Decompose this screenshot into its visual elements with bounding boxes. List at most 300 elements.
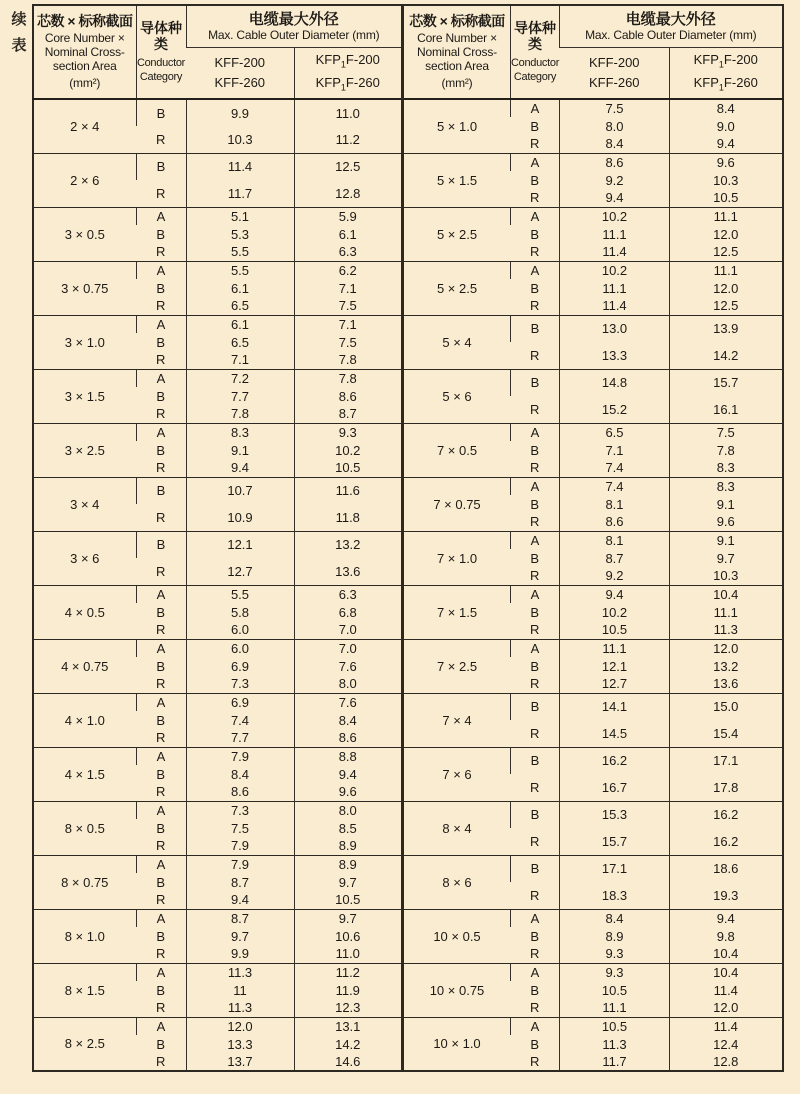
conductor-category-cell: A <box>136 315 186 333</box>
core-size-cell: 4 × 1.0 <box>33 693 136 747</box>
conductor-category-cell: B <box>511 693 560 720</box>
conductor-category-cell: B <box>156 982 166 998</box>
conductor-category-cell: R <box>530 190 540 206</box>
kff-diameter-cell: 11.3 <box>186 963 294 981</box>
kfp-diameter-cell: 7.5 <box>670 423 783 441</box>
conductor-category-cell: B <box>530 280 540 296</box>
kfp-diameter-cell: 16.1 <box>670 396 783 423</box>
table-row <box>403 963 783 981</box>
conductor-category-cell: A <box>136 207 186 225</box>
cable-spec-table-left <box>32 4 401 1072</box>
core-size-cell: 5 × 1.0 <box>403 99 511 153</box>
kff-diameter-cell: 5.5 <box>186 243 294 261</box>
conductor-category-cell: B <box>530 982 540 998</box>
conductor-category-cell: R <box>156 131 166 147</box>
core-size-cell: 3 × 6 <box>33 531 136 585</box>
kfp-diameter-cell: 7.0 <box>294 639 401 657</box>
kfp-diameter-cell: 12.5 <box>294 153 401 180</box>
conductor-category-cell: B <box>156 442 166 458</box>
kff-diameter-cell: 7.9 <box>186 837 294 855</box>
kfp-diameter-cell: 12.3 <box>294 999 401 1017</box>
conductor-category-cell: B <box>530 604 540 620</box>
core-size-cell: 4 × 1.5 <box>33 747 136 801</box>
conductor-category-cell: B <box>530 442 540 458</box>
kff-diameter-cell: 15.7 <box>560 828 670 855</box>
kff-diameter-cell: 8.0 <box>560 117 670 135</box>
table-row <box>403 261 783 279</box>
kff-diameter-cell: 9.9 <box>186 945 294 963</box>
core-size-cell: 8 × 0.5 <box>33 801 136 855</box>
kff-diameter-cell: 7.7 <box>186 729 294 747</box>
core-size-cell: 10 × 0.75 <box>403 963 511 1017</box>
kfp-diameter-cell: 9.6 <box>294 783 401 801</box>
table-row <box>33 747 401 765</box>
core-size-cell: 4 × 0.5 <box>33 585 136 639</box>
conductor-category-cell: R <box>156 352 166 368</box>
kff-diameter-cell: 11 <box>186 981 294 999</box>
table-header <box>403 5 783 99</box>
conductor-category-cell: B <box>156 604 166 620</box>
kfp-diameter-cell: 8.9 <box>294 837 401 855</box>
conductor-category-cell: R <box>530 1054 540 1069</box>
conductor-category-cell: R <box>530 833 540 849</box>
kfp-diameter-cell: 12.5 <box>670 243 783 261</box>
core-size-cell: 3 × 1.5 <box>33 369 136 423</box>
conductor-category-cell: A <box>136 855 186 873</box>
conductor-category-cell: A <box>136 909 186 927</box>
kfp-diameter-cell: 8.9 <box>294 855 401 873</box>
kfp-diameter-cell: 10.2 <box>294 441 401 459</box>
kfp-diameter-cell: 11.1 <box>670 207 783 225</box>
header-conductor-category: 导体种类 Conductor Category <box>511 5 560 99</box>
kff-diameter-cell: 9.4 <box>560 585 670 603</box>
conductor-category-cell: A <box>511 531 560 549</box>
kfp-diameter-cell: 17.1 <box>670 747 783 774</box>
kfp-diameter-cell: 12.0 <box>670 999 783 1017</box>
kfp-diameter-cell: 8.8 <box>294 747 401 765</box>
kfp-diameter-cell: 6.8 <box>294 603 401 621</box>
conductor-category-cell: B <box>136 477 186 504</box>
kfp-diameter-cell: 7.5 <box>294 297 401 315</box>
kfp-diameter-cell: 9.7 <box>294 909 401 927</box>
kff-diameter-cell: 7.5 <box>560 99 670 117</box>
table-row <box>33 477 401 504</box>
table-row <box>403 747 783 774</box>
kff-diameter-cell: 8.3 <box>186 423 294 441</box>
kfp-diameter-cell: 9.4 <box>670 135 783 153</box>
kfp-diameter-cell: 12.0 <box>670 279 783 297</box>
kff-diameter-cell: 12.7 <box>186 558 294 585</box>
kff-diameter-cell: 6.9 <box>186 657 294 675</box>
kff-diameter-cell: 16.2 <box>560 747 670 774</box>
conductor-category-cell: R <box>530 460 540 476</box>
core-size-cell: 7 × 1.0 <box>403 531 511 585</box>
kff-diameter-cell: 14.8 <box>560 369 670 396</box>
kfp-diameter-cell: 11.4 <box>670 981 783 999</box>
kff-diameter-cell: 9.4 <box>186 459 294 477</box>
core-size-cell: 3 × 2.5 <box>33 423 136 477</box>
core-size-cell: 5 × 2.5 <box>403 261 511 315</box>
kff-diameter-cell: 9.2 <box>560 567 670 585</box>
kfp-diameter-cell: 11.8 <box>294 504 401 531</box>
kff-diameter-cell: 13.0 <box>560 315 670 342</box>
core-size-cell: 7 × 0.75 <box>403 477 511 531</box>
conductor-category-cell: B <box>511 747 560 774</box>
kfp-diameter-cell: 9.3 <box>294 423 401 441</box>
conductor-category-cell: B <box>511 315 560 342</box>
kfp-diameter-cell: 6.3 <box>294 585 401 603</box>
kff-diameter-cell: 7.3 <box>186 801 294 819</box>
kfp-diameter-cell: 7.8 <box>294 351 401 369</box>
table-row <box>403 855 783 882</box>
core-size-cell: 8 × 0.75 <box>33 855 136 909</box>
kff-diameter-cell: 8.4 <box>560 909 670 927</box>
kff-diameter-cell: 9.7 <box>186 927 294 945</box>
kfp-diameter-cell: 8.0 <box>294 801 401 819</box>
conductor-category-cell: B <box>156 280 166 296</box>
kff-diameter-cell: 6.9 <box>186 693 294 711</box>
kff-diameter-cell: 13.3 <box>186 1035 294 1053</box>
conductor-category-cell: B <box>156 226 166 242</box>
conductor-category-cell: A <box>136 693 186 711</box>
kff-diameter-cell: 8.7 <box>186 909 294 927</box>
kfp-diameter-cell: 9.6 <box>670 513 783 531</box>
kfp-diameter-cell: 10.5 <box>670 189 783 207</box>
core-size-cell: 8 × 4 <box>403 801 511 855</box>
kfp-diameter-cell: 11.1 <box>670 261 783 279</box>
core-size-cell: 7 × 0.5 <box>403 423 511 477</box>
kff-diameter-cell: 8.9 <box>560 927 670 945</box>
kff-diameter-cell: 5.5 <box>186 261 294 279</box>
kff-diameter-cell: 11.1 <box>560 279 670 297</box>
continued-table-label: 续表 <box>11 11 27 55</box>
kff-diameter-cell: 6.0 <box>186 639 294 657</box>
conductor-category-cell: R <box>530 244 540 260</box>
kff-diameter-cell: 11.4 <box>560 243 670 261</box>
conductor-category-cell: B <box>156 1036 166 1052</box>
conductor-category-cell: B <box>530 928 540 944</box>
kfp-diameter-cell: 9.1 <box>670 531 783 549</box>
table-row <box>33 315 401 333</box>
table-row <box>403 801 783 828</box>
core-size-cell: 5 × 1.5 <box>403 153 511 207</box>
kff-diameter-cell: 11.7 <box>560 1053 670 1071</box>
table-row <box>33 261 401 279</box>
kff-diameter-cell: 5.1 <box>186 207 294 225</box>
conductor-category-cell: R <box>530 347 540 363</box>
conductor-category-cell: A <box>136 585 186 603</box>
conductor-category-cell: A <box>136 747 186 765</box>
core-size-cell: 3 × 0.5 <box>33 207 136 261</box>
kfp-diameter-cell: 8.5 <box>294 819 401 837</box>
conductor-category-cell: R <box>156 730 166 746</box>
kfp-diameter-cell: 12.5 <box>670 297 783 315</box>
conductor-category-cell: B <box>530 172 540 188</box>
kff-diameter-cell: 7.4 <box>560 459 670 477</box>
conductor-category-cell: B <box>511 801 560 828</box>
conductor-category-cell: A <box>511 261 560 279</box>
conductor-category-cell: B <box>530 1036 540 1052</box>
kfp-diameter-cell: 7.6 <box>294 657 401 675</box>
conductor-category-cell: R <box>156 185 166 201</box>
kfp-diameter-cell: 12.8 <box>294 180 401 207</box>
kfp-diameter-cell: 10.6 <box>294 927 401 945</box>
conductor-category-cell: B <box>530 658 540 674</box>
conductor-category-cell: B <box>530 118 540 134</box>
table-row <box>33 531 401 558</box>
kff-diameter-cell: 5.5 <box>186 585 294 603</box>
kfp-diameter-cell: 9.8 <box>670 927 783 945</box>
kfp-diameter-cell: 7.1 <box>294 315 401 333</box>
kff-diameter-cell: 11.1 <box>560 225 670 243</box>
kff-diameter-cell: 11.4 <box>186 153 294 180</box>
kff-diameter-cell: 7.7 <box>186 387 294 405</box>
kff-diameter-cell: 7.5 <box>186 819 294 837</box>
core-size-cell: 7 × 1.5 <box>403 585 511 639</box>
kff-diameter-cell: 7.4 <box>186 711 294 729</box>
kfp-diameter-cell: 19.3 <box>670 882 783 909</box>
kff-diameter-cell: 16.7 <box>560 774 670 801</box>
kfp-diameter-cell: 8.3 <box>670 477 783 495</box>
core-size-cell: 8 × 1.5 <box>33 963 136 1017</box>
header-kff-models: KFF-200 KFF-260 <box>560 47 670 99</box>
kfp-diameter-cell: 5.9 <box>294 207 401 225</box>
conductor-category-cell: B <box>136 531 186 558</box>
conductor-category-cell: A <box>511 153 560 171</box>
conductor-category-cell: B <box>511 369 560 396</box>
conductor-category-cell: R <box>530 779 540 795</box>
kff-diameter-cell: 7.8 <box>186 405 294 423</box>
kfp-diameter-cell: 11.0 <box>294 99 401 126</box>
kff-diameter-cell: 11.3 <box>186 999 294 1017</box>
kff-diameter-cell: 10.5 <box>560 621 670 639</box>
kfp-diameter-cell: 8.7 <box>294 405 401 423</box>
core-size-cell: 8 × 1.0 <box>33 909 136 963</box>
kfp-diameter-cell: 10.5 <box>294 891 401 909</box>
kfp-diameter-cell: 9.7 <box>294 873 401 891</box>
core-size-cell: 3 × 1.0 <box>33 315 136 369</box>
kfp-diameter-cell: 10.4 <box>670 585 783 603</box>
table-row <box>33 153 401 180</box>
kff-diameter-cell: 5.3 <box>186 225 294 243</box>
conductor-category-cell: B <box>156 334 166 350</box>
kfp-diameter-cell: 7.8 <box>670 441 783 459</box>
conductor-category-cell: B <box>136 153 186 180</box>
table-row <box>403 639 783 657</box>
kfp-diameter-cell: 9.0 <box>670 117 783 135</box>
conductor-category-cell: R <box>156 509 166 525</box>
conductor-category-cell: A <box>511 423 560 441</box>
kfp-diameter-cell: 12.0 <box>670 225 783 243</box>
table-row <box>403 1017 783 1035</box>
header-kff-models: KFF-200 KFF-260 <box>186 47 294 99</box>
conductor-category-cell: R <box>156 563 166 579</box>
table-row <box>33 423 401 441</box>
kfp-diameter-cell: 8.0 <box>294 675 401 693</box>
kfp-diameter-cell: 8.3 <box>670 459 783 477</box>
conductor-category-cell: R <box>156 1054 166 1069</box>
conductor-category-cell: R <box>530 136 540 152</box>
kff-diameter-cell: 7.4 <box>560 477 670 495</box>
kfp-diameter-cell: 10.5 <box>294 459 401 477</box>
conductor-category-cell: A <box>511 639 560 657</box>
conductor-category-cell: R <box>530 1000 540 1016</box>
kff-diameter-cell: 9.9 <box>186 99 294 126</box>
table-row <box>403 531 783 549</box>
kff-diameter-cell: 7.1 <box>560 441 670 459</box>
conductor-category-cell: B <box>530 550 540 566</box>
conductor-category-cell: R <box>156 298 166 314</box>
kfp-diameter-cell: 11.6 <box>294 477 401 504</box>
kfp-diameter-cell: 11.9 <box>294 981 401 999</box>
kff-diameter-cell: 13.3 <box>560 342 670 369</box>
kfp-diameter-cell: 7.5 <box>294 333 401 351</box>
kff-diameter-cell: 10.5 <box>560 981 670 999</box>
conductor-category-cell: B <box>530 226 540 242</box>
kfp-diameter-cell: 16.2 <box>670 801 783 828</box>
kfp-diameter-cell: 16.2 <box>670 828 783 855</box>
kff-diameter-cell: 11.1 <box>560 999 670 1017</box>
kff-diameter-cell: 10.2 <box>560 261 670 279</box>
conductor-category-cell: R <box>530 676 540 692</box>
conductor-category-cell: R <box>156 676 166 692</box>
kfp-diameter-cell: 17.8 <box>670 774 783 801</box>
header-core-size: 芯数 × 标称截面 Core Number × Nominal Cross- section Area (mm²) <box>403 5 511 99</box>
kff-diameter-cell: 11.7 <box>186 180 294 207</box>
header-kfp-models: $KFP_1F-200$ $KFP_1F-260$ <box>294 47 401 99</box>
kfp-diameter-cell: 11.3 <box>670 621 783 639</box>
kff-diameter-cell: 8.6 <box>560 153 670 171</box>
kfp-diameter-cell: 9.1 <box>670 495 783 513</box>
kfp-diameter-cell: 14.2 <box>670 342 783 369</box>
kfp-diameter-cell: 9.6 <box>670 153 783 171</box>
kff-diameter-cell: 9.3 <box>560 963 670 981</box>
conductor-category-cell: B <box>511 855 560 882</box>
table-row <box>403 693 783 720</box>
kff-diameter-cell: 7.9 <box>186 747 294 765</box>
kff-diameter-cell: 18.3 <box>560 882 670 909</box>
table-body <box>33 99 401 1071</box>
kff-diameter-cell: 9.4 <box>186 891 294 909</box>
kfp-diameter-cell: 8.4 <box>670 99 783 117</box>
spec-tables-container <box>32 4 780 1072</box>
kfp-diameter-cell: 13.6 <box>670 675 783 693</box>
header-conductor-category: 导体种类 Conductor Category <box>136 5 186 99</box>
header-core-size: 芯数 × 标称截面 Core Number × Nominal Cross- section Area (mm²) <box>33 5 136 99</box>
kfp-diameter-cell: 6.3 <box>294 243 401 261</box>
kfp-diameter-cell: 9.7 <box>670 549 783 567</box>
kff-diameter-cell: 15.2 <box>560 396 670 423</box>
kff-diameter-cell: 17.1 <box>560 855 670 882</box>
kfp-diameter-cell: 11.2 <box>294 963 401 981</box>
kff-diameter-cell: 6.0 <box>186 621 294 639</box>
kff-diameter-cell: 9.2 <box>560 171 670 189</box>
conductor-category-cell: R <box>530 401 540 417</box>
table-row <box>403 423 783 441</box>
kff-diameter-cell: 14.5 <box>560 720 670 747</box>
table-row <box>403 909 783 927</box>
kfp-diameter-cell: 10.3 <box>670 171 783 189</box>
kfp-diameter-cell: 11.0 <box>294 945 401 963</box>
kfp-diameter-cell: 7.6 <box>294 693 401 711</box>
kfp-diameter-cell: 6.1 <box>294 225 401 243</box>
kff-diameter-cell: 8.1 <box>560 531 670 549</box>
conductor-category-cell: B <box>156 928 166 944</box>
kfp-diameter-cell: 13.2 <box>670 657 783 675</box>
kfp-diameter-cell: 8.6 <box>294 387 401 405</box>
kff-diameter-cell: 8.1 <box>560 495 670 513</box>
kff-diameter-cell: 7.1 <box>186 351 294 369</box>
core-size-cell: 5 × 6 <box>403 369 511 423</box>
core-size-cell: 3 × 4 <box>33 477 136 531</box>
conductor-category-cell: R <box>530 887 540 903</box>
table-row <box>33 963 401 981</box>
core-size-cell: 2 × 6 <box>33 153 136 207</box>
kfp-diameter-cell: 13.2 <box>294 531 401 558</box>
kfp-diameter-cell: 11.2 <box>294 126 401 153</box>
kfp-diameter-cell: 7.8 <box>294 369 401 387</box>
table-row <box>403 315 783 342</box>
table-row <box>33 801 401 819</box>
table-row <box>403 369 783 396</box>
header-max-diameter: 电缆最大外径 Max. Cable Outer Diameter (mm) <box>186 5 401 47</box>
kff-diameter-cell: 11.3 <box>560 1035 670 1053</box>
kfp-diameter-cell: 12.4 <box>670 1035 783 1053</box>
kff-diameter-cell: 10.2 <box>560 207 670 225</box>
conductor-category-cell: A <box>511 585 560 603</box>
table-row <box>403 585 783 603</box>
conductor-category-cell: A <box>511 477 560 495</box>
conductor-category-cell: B <box>156 388 166 404</box>
kfp-diameter-cell: 8.4 <box>294 711 401 729</box>
conductor-category-cell: B <box>156 874 166 890</box>
kff-diameter-cell: 8.4 <box>186 765 294 783</box>
core-size-cell: 5 × 4 <box>403 315 511 369</box>
conductor-category-cell: R <box>156 622 166 638</box>
kff-diameter-cell: 10.3 <box>186 126 294 153</box>
core-size-cell: 5 × 2.5 <box>403 207 511 261</box>
kfp-diameter-cell: 15.4 <box>670 720 783 747</box>
kff-diameter-cell: 6.1 <box>186 279 294 297</box>
kfp-diameter-cell: 11.4 <box>670 1017 783 1035</box>
kfp-diameter-cell: 13.1 <box>294 1017 401 1035</box>
core-size-cell: 7 × 2.5 <box>403 639 511 693</box>
conductor-category-cell: R <box>156 460 166 476</box>
conductor-category-cell: R <box>156 1000 166 1016</box>
table-row <box>33 585 401 603</box>
kff-diameter-cell: 6.1 <box>186 315 294 333</box>
kff-diameter-cell: 5.8 <box>186 603 294 621</box>
kff-diameter-cell: 8.7 <box>186 873 294 891</box>
conductor-category-cell: B <box>156 820 166 836</box>
core-size-cell: 2 × 4 <box>33 99 136 153</box>
kff-diameter-cell: 14.1 <box>560 693 670 720</box>
table-row <box>33 369 401 387</box>
conductor-category-cell: A <box>136 1017 186 1035</box>
table-row <box>33 99 401 126</box>
core-size-cell: 8 × 6 <box>403 855 511 909</box>
kff-diameter-cell: 6.5 <box>186 333 294 351</box>
conductor-category-cell: A <box>511 909 560 927</box>
core-size-cell: 8 × 2.5 <box>33 1017 136 1071</box>
table-row <box>33 1017 401 1035</box>
kff-diameter-cell: 9.3 <box>560 945 670 963</box>
kff-diameter-cell: 9.4 <box>560 189 670 207</box>
conductor-category-cell: A <box>136 801 186 819</box>
kff-diameter-cell: 8.4 <box>560 135 670 153</box>
conductor-category-cell: A <box>511 99 560 117</box>
cable-spec-table-right <box>401 4 784 1072</box>
